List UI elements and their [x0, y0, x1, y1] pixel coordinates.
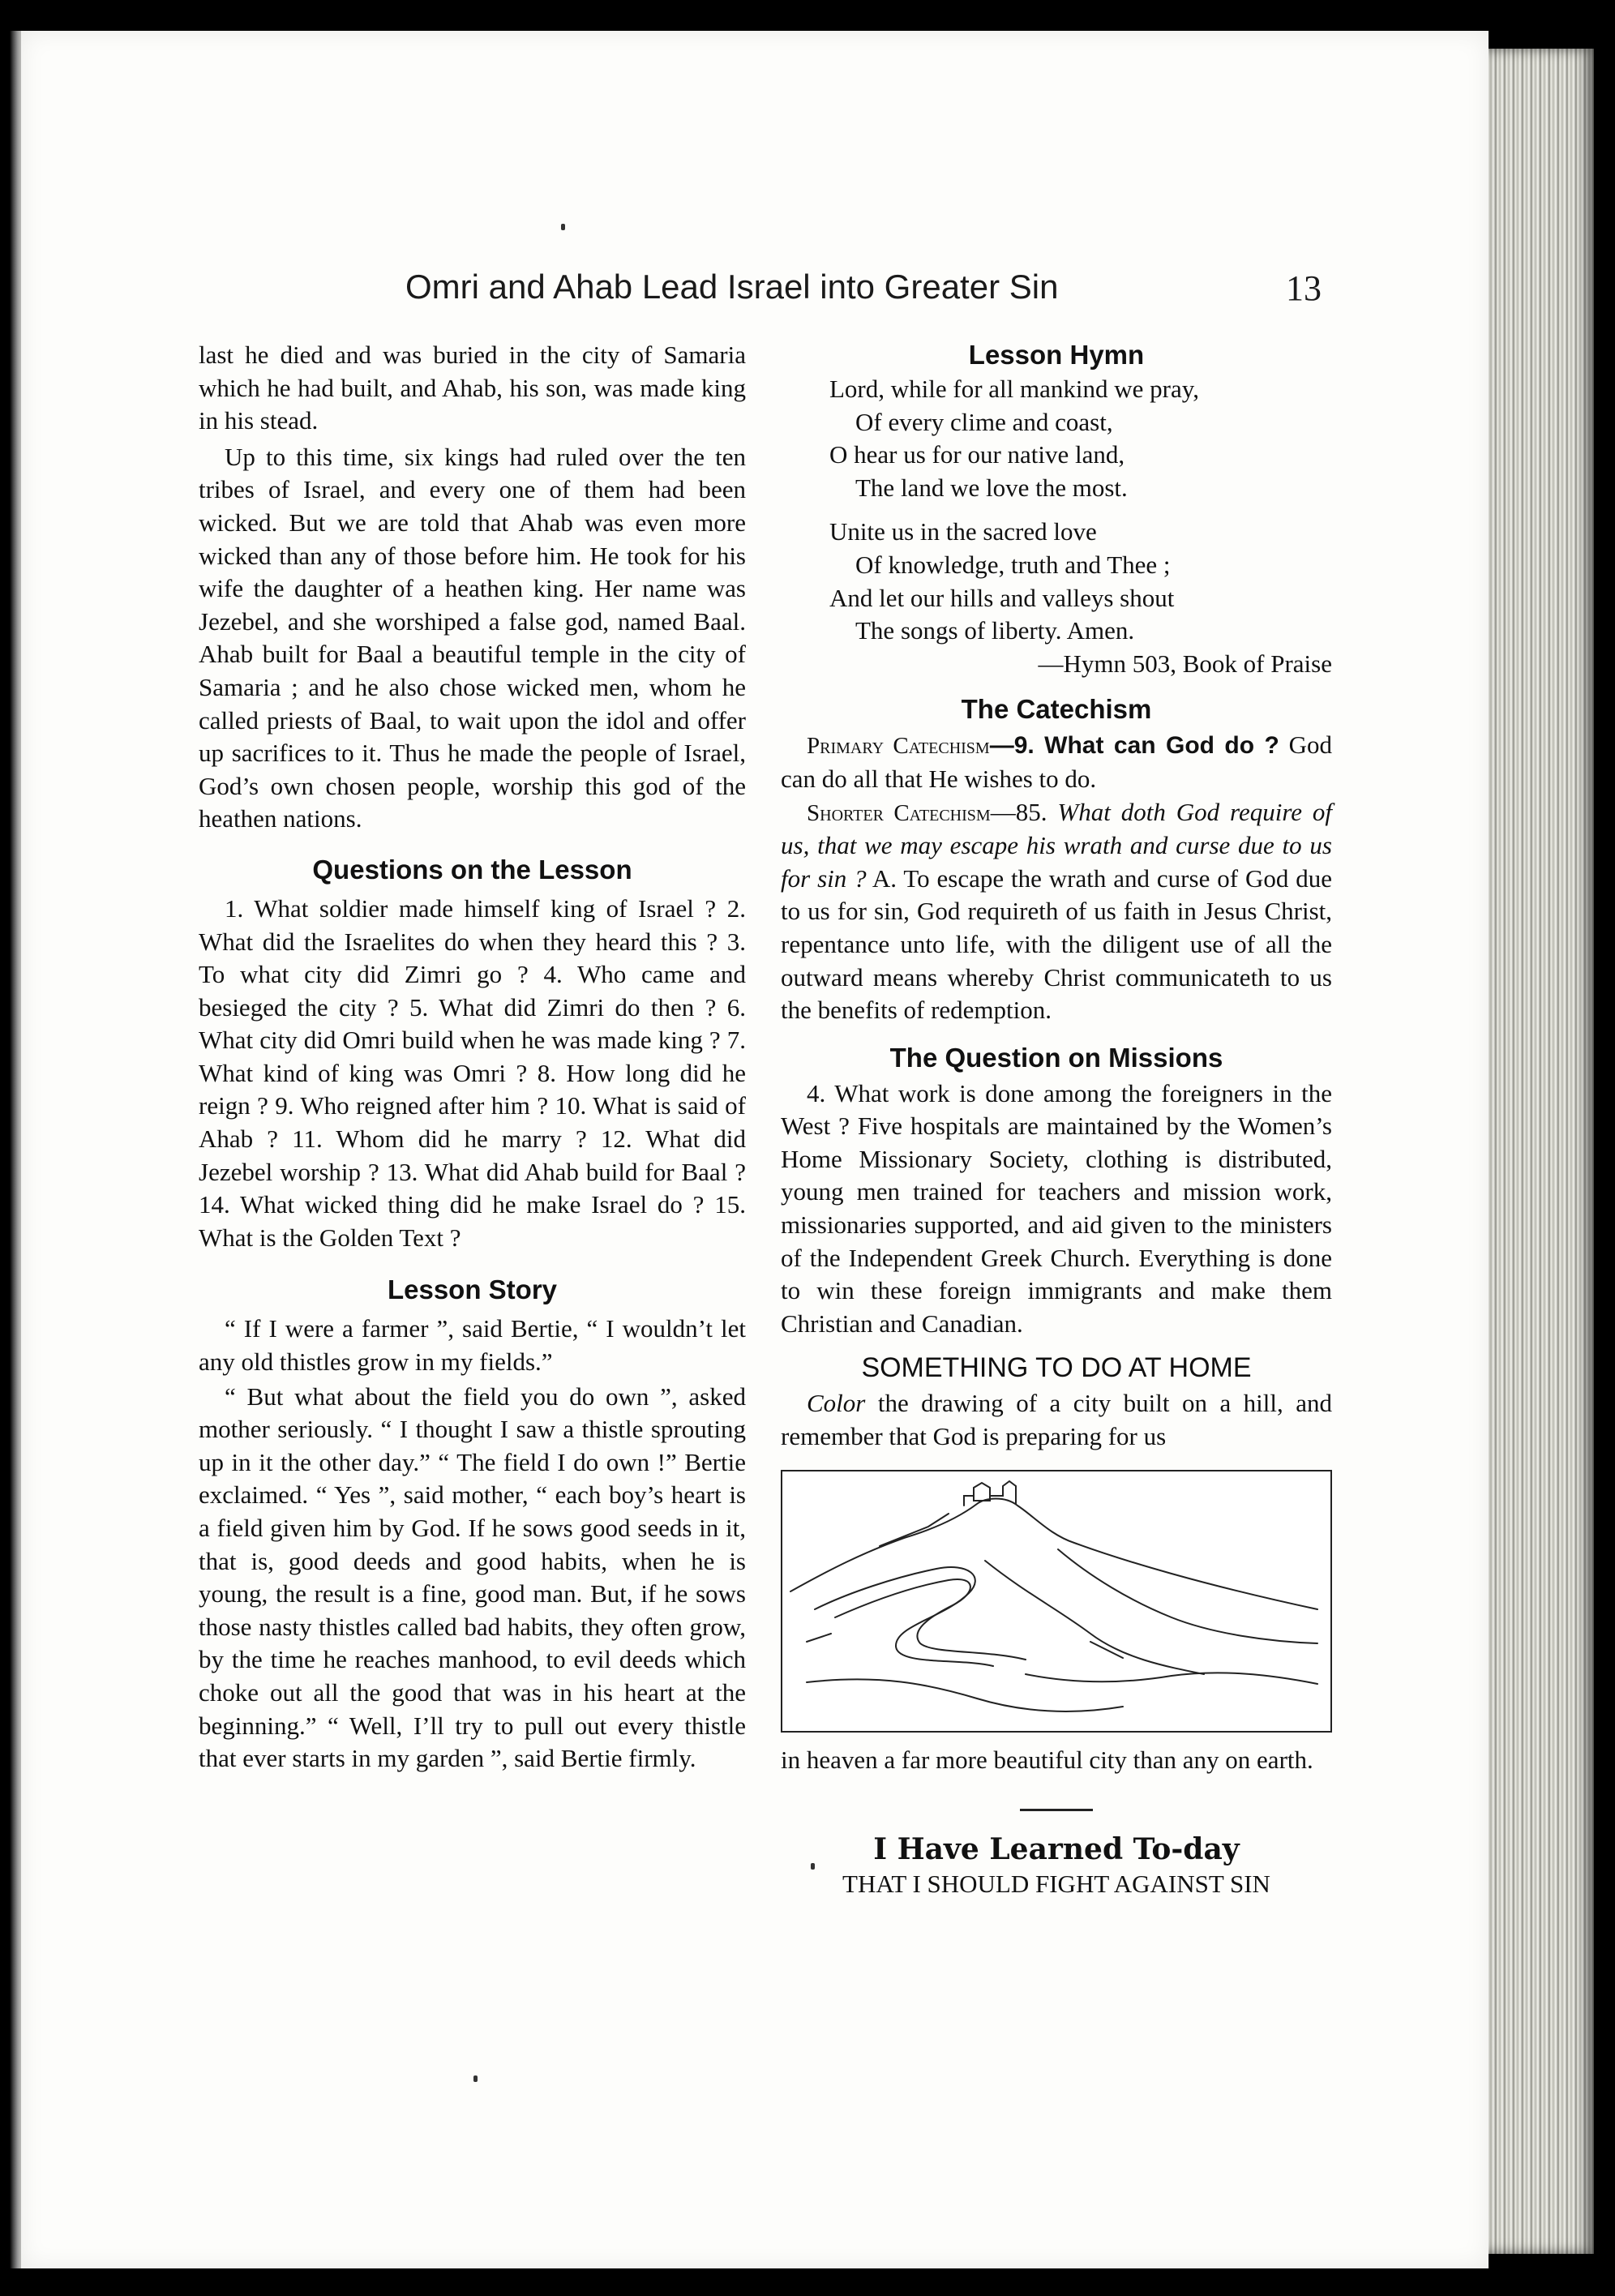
lesson-paragraph: last he died and was buried in the city of Samaria which he had built, and Ahab, his son, was made king in his stead.: [199, 341, 746, 435]
hymn-line: The songs of liberty. Amen.: [855, 616, 1135, 645]
hymn-heading: Lesson Hymn: [968, 340, 1145, 370]
shorter-catechism-label: Shorter Catechism: [807, 799, 991, 826]
section-rule: [1020, 1809, 1093, 1811]
shorter-catechism-number: —85.: [990, 797, 1047, 826]
primary-catechism: [781, 729, 1332, 795]
running-header: [397, 268, 1322, 316]
winding-road: [815, 1567, 993, 1666]
castle-tower: [974, 1483, 990, 1501]
valley-line: [807, 1679, 1123, 1711]
shorter-catechism-answer: A. To escape the wrath and curse of God due to us for sin, God requireth of us faith in Jesus Christ, repentance unto life, with the diligent use of all the outward means whereby Christ communicateth to us the benefits of redemption.: [781, 863, 1332, 1025]
story-paragraph: “ But what about the field you do own ”, asked mother seriously. “ I thought I saw a thistle sprouting up in it the other day.” “ The field I do own !” Bertie exclaimed. “ Yes ”, said mother, “ each boy’s heart is a field given him by God. If he sows good seeds in it, that is, good deeds and good habits, when he is young, the result is a fine, good man. But, if he sows those nasty thistles called bad habits, they often grow, by the time he reaches manhood, to evil deeds which choke out all the good that was in his heart at the beginning.” “ Well, I’ll try to pull out every thistle that ever starts in my garden ”, said Bertie firmly.: [199, 1381, 746, 1773]
hill-slope: [807, 1634, 831, 1642]
catechism-heading: The Catechism: [961, 694, 1152, 725]
page-number: 13: [1286, 268, 1322, 308]
page-speck: [473, 2075, 478, 2082]
hymn-line: Unite us in the sacred love: [829, 517, 1097, 546]
primary-catechism-question: —9. What can God do ?: [989, 732, 1279, 760]
home-text: [781, 1387, 1332, 1453]
learned-text: THAT I SHOULD FIGHT AGAINST SIN: [842, 1870, 1270, 1899]
home-text-before: the drawing of a city built on a hill, and remember that God is preparing for us: [781, 1389, 1333, 1451]
home-color-word: Color: [807, 1389, 866, 1418]
missions-text: 4. What work is done among the foreigners in the West ? Five hospitals are maintained by the Women’s Home Missionary Society, clothing is distributed, young men trained for teachers and mission work, missionaries supported, and aid given to the ministers of the Independent Greek Church. Everything is done to win these foreign immigrants and make them Christian and Canadian.: [781, 1078, 1332, 1338]
hymn-line: Of every clime and coast,: [855, 407, 1113, 436]
primary-catechism-label: Primary Catechism: [807, 733, 990, 760]
hymn-line: The land we love the most.: [855, 473, 1128, 502]
left-column: [199, 339, 746, 1776]
home-heading: SOMETHING TO DO AT HOME: [861, 1352, 1252, 1384]
hymn-line: And let our hills and valleys shout: [829, 583, 1175, 612]
hymn-source: —Hymn 503, Book of Praise: [1038, 649, 1332, 678]
lesson-paragraph: Up to this time, six kings had ruled over the ten tribes of Israel, and every one of them had been wicked. But we are told that Ahab was even more wicked than any of those before him. He took for his wife the daughter of a heathen king. Her name was Jezebel, and she worshiped a false god, named Baal. Ahab built for Baal a beautiful temple in the city of Samaria ; and he also chose wicked men, whom he called priests of Baal, to wait upon the idol and offer up sacrifices to it. Thus he made the people of Israel, God’s own chosen people, worship this god of the heathen nations.: [199, 442, 746, 833]
home-text-after: in heaven a far more beautiful city than any on earth.: [781, 1745, 1313, 1774]
hill-ridge: [880, 1514, 949, 1546]
hymn-line: Of knowledge, truth and Thee ;: [855, 550, 1171, 579]
city-on-hill-drawing: [781, 1470, 1332, 1733]
hymn: [781, 373, 1332, 680]
story-heading: Lesson Story: [387, 1274, 558, 1305]
hill-outline: [790, 1498, 1317, 1609]
story-paragraph: “ If I were a farmer ”, said Bertie, “ I wouldn’t let any old thistles grow in my fields.”: [199, 1314, 746, 1377]
winding-road: [835, 1579, 1026, 1660]
hymn-line: O hear us for our native land,: [829, 440, 1125, 469]
valley-line: [1026, 1673, 1317, 1684]
castle-wall: [964, 1496, 974, 1506]
learned-heading: I Have Learned To-day: [873, 1832, 1240, 1867]
shorter-catechism: [781, 796, 1332, 1027]
primary-catechism-answer: God can do all that He wishes to do.: [781, 730, 1332, 793]
right-column: [781, 339, 1332, 1901]
hymn-line: Lord, while for all mankind we pray,: [829, 375, 1199, 403]
missions-heading: The Question on Missions: [889, 1042, 1223, 1073]
page-speck: [561, 224, 565, 230]
book-page-edges: [1489, 49, 1594, 2254]
hill-slope: [1058, 1549, 1317, 1643]
questions-text: 1. What soldier made himself king of Israel ? 2. What did the Israelites do when they heard this ? 3. To what city did Zimri go ? 4. Who came and besieged the city ? 5. What did Zimri do then ? 6. What city did Omri build when he was made king ? 7. What kind of king was Omri ? 8. How long did he reign ? 9. Who reigned after him ? 10. What is said of Ahab ? 11. Whom did he marry ? 12. What did Jezebel worship ? 13. What did Ahab build for Baal ? 14. What wicked thing did he make Israel do ? 15. What is the Golden Text ?: [199, 893, 746, 1252]
page-title: Omri and Ahab Lead Israel into Greater Sin: [405, 268, 1059, 306]
shorter-catechism-question: What doth God require of us, that we may escape his wrath and curse due to us for sin ?: [781, 797, 1333, 893]
castle-wall: [990, 1481, 1016, 1504]
questions-heading: Questions on the Lesson: [312, 854, 632, 885]
